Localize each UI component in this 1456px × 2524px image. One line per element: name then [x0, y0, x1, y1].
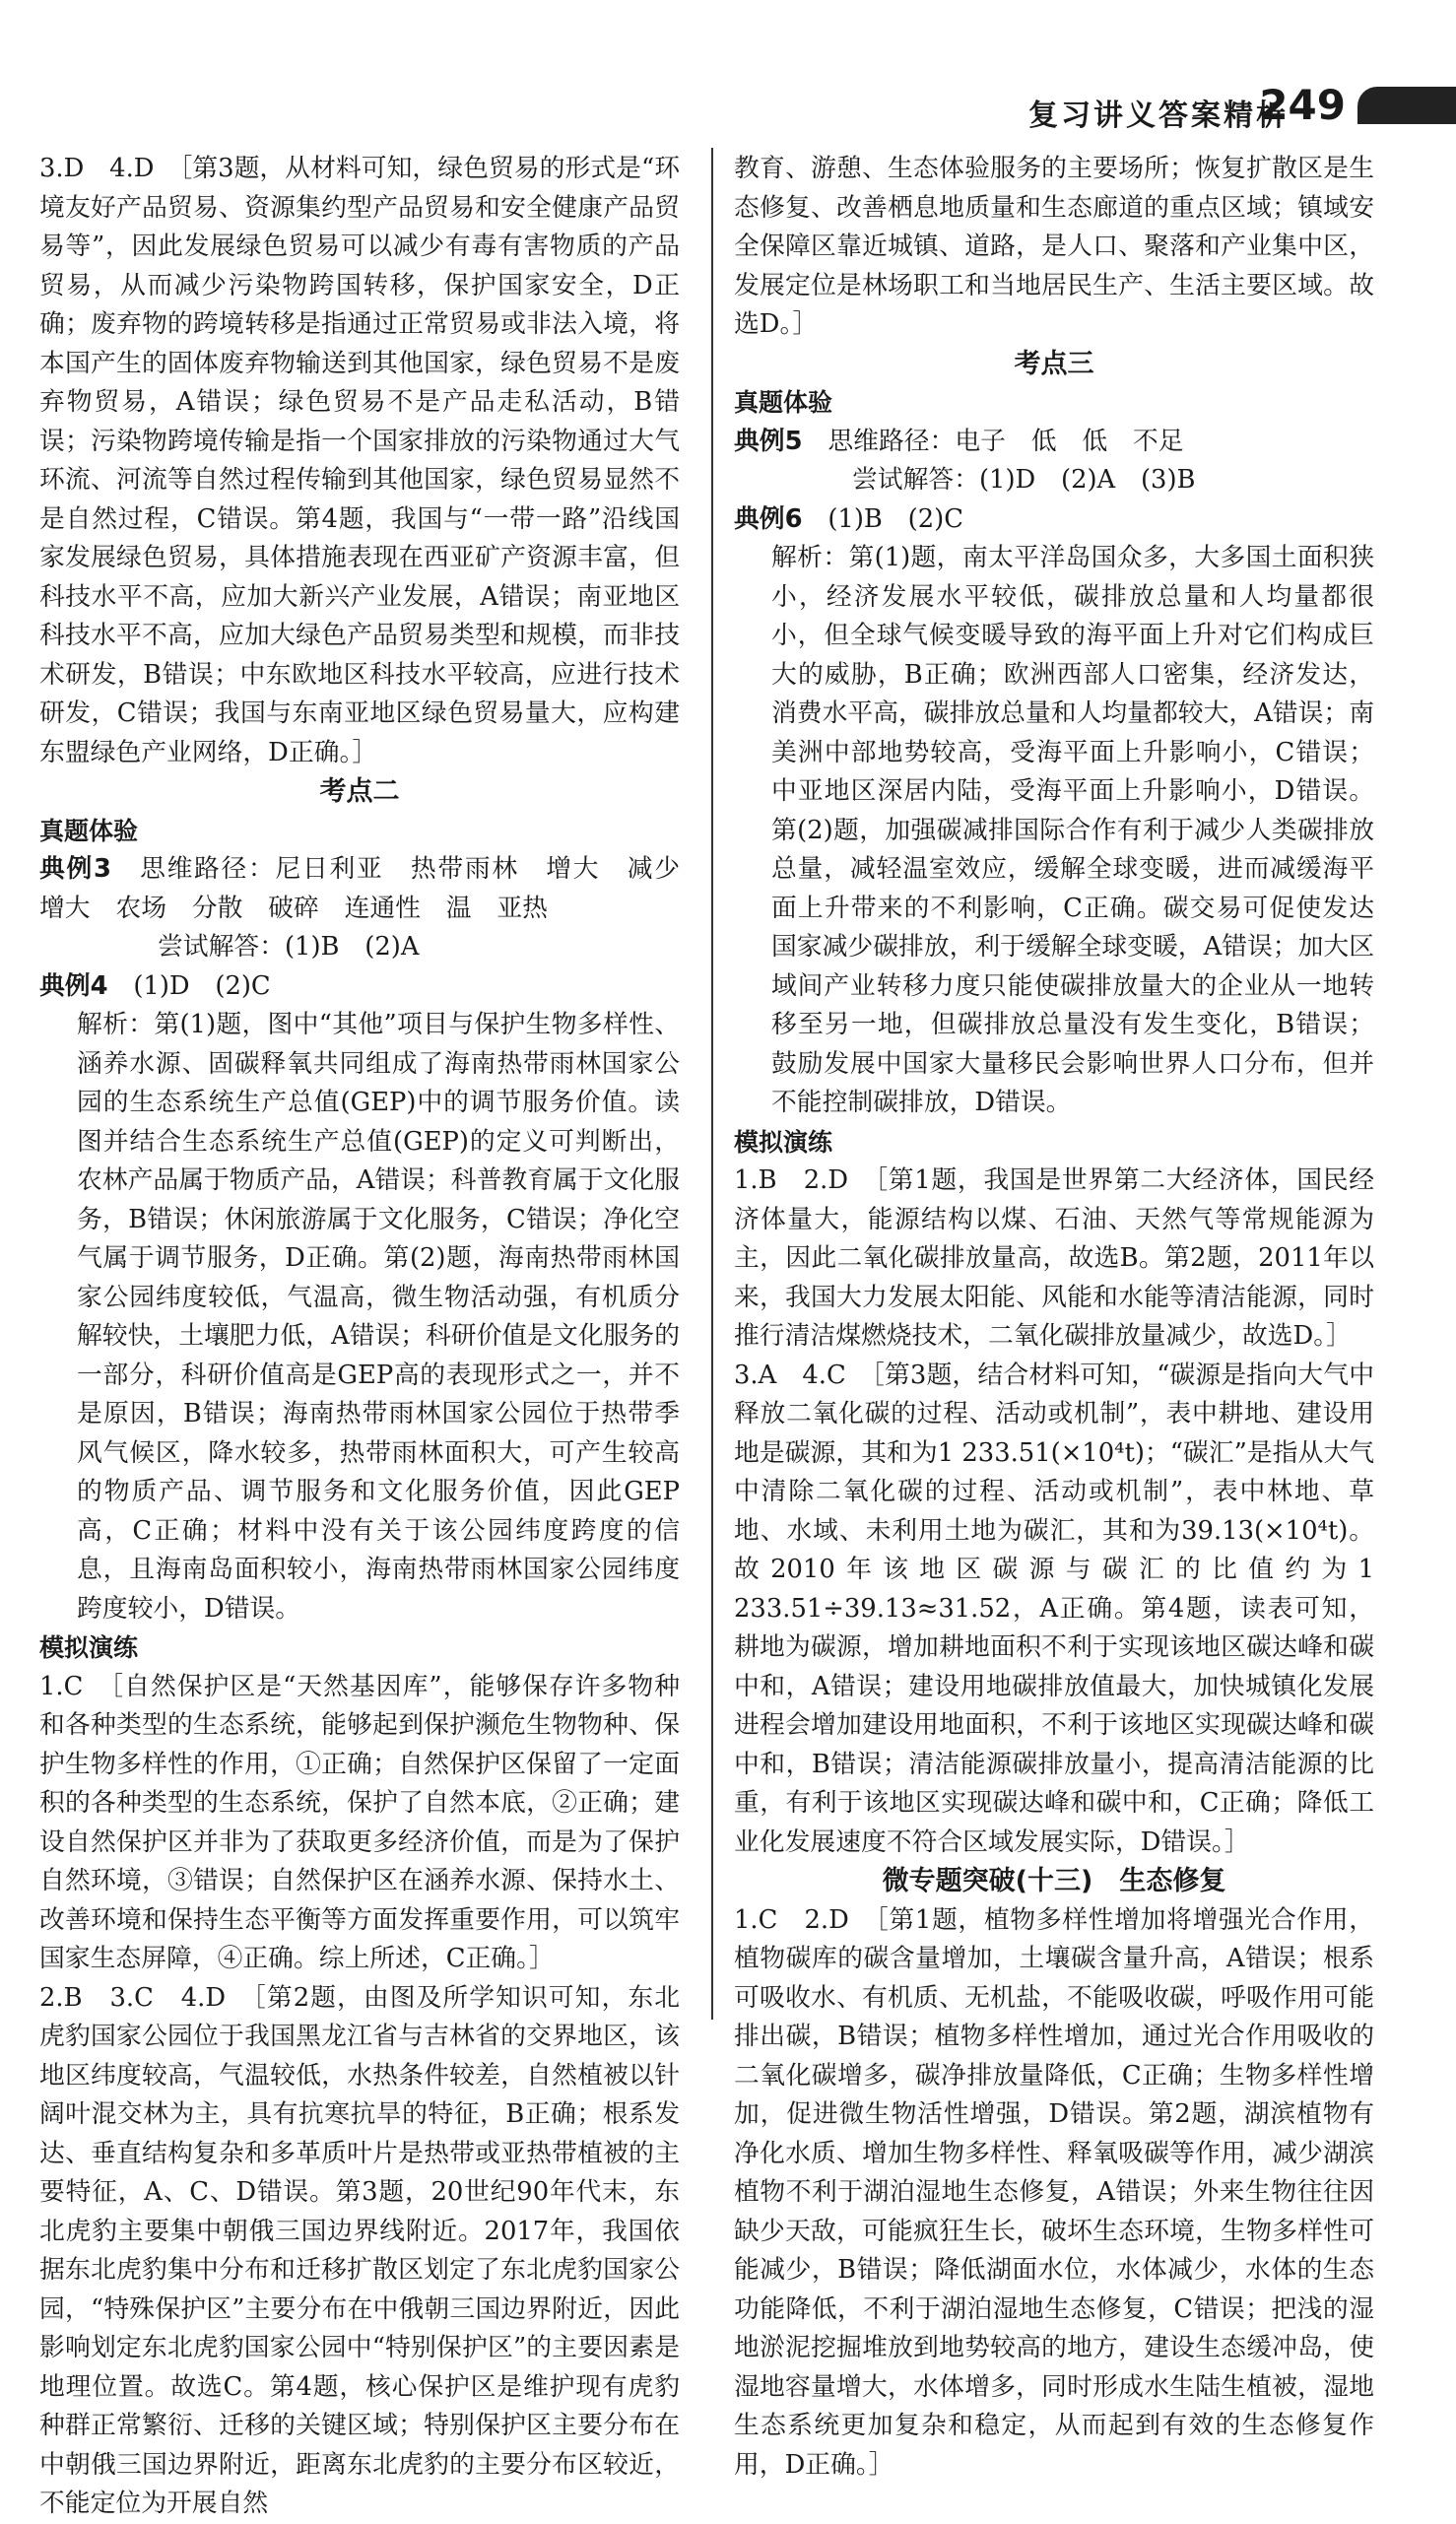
example-4-label: 典例4 — [39, 970, 108, 1001]
example-3 — [39, 850, 705, 928]
example-5 — [734, 423, 1374, 462]
answer-1-2: 1.B 2.D ［第1题，我国是世界第二大经济体，国民经济体量大，能源结构以煤、石油、天然气等常规能源为主，因此二氧化碳排放量高，故选B。第2题，2011年以来，我国大力发展太阳能、风能和水能等清洁能源，同时推行清洁煤燃烧技术，二氧化碳排放量减少，故选D。］ — [734, 1165, 1374, 1351]
example-3-path: 思维路径：尼日利亚 热带雨林 增大 减少 增大 农场 分散 破碎 连通性 温 亚热 — [39, 854, 705, 923]
example-4-analysis: 解析：第(1)题，图中“其他”项目与保护生物多样性、涵养水源、固碳释氧共同组成了海南热带雨林国家公园的生态系统生产总值(GEP)中的调节服务价值。读图并结合生态系统生产总值(GEP)的定义可判断出，农林产品属于物质产品，A错误；科普教育属于文化服务，B错误；休闲旅游属于文化服务，C错误；净化空气属于调节服务，D正确。第(2)题，海南热带雨林国家公园纬度较低，气温高，微生物活动强，有机质分解较快，土壤肥力低，A错误；科研价值是文化服务的一部分，科研价值高是GEP高的表现形式之一，并不是原因，B错误；海南热带雨林国家公园位于热带季风气候区，降水较多，热带雨林面积大，可产生较高的物质产品、调节服务和文化服务价值，因此GEP高，C正确；材料中没有关于该公园纬度跨度的信息，且海南岛面积较小，海南热带雨林国家公园纬度跨度较小，D错误。 — [77, 1010, 680, 1624]
example-3-label: 典例3 — [39, 854, 111, 884]
page-number: 249 — [1259, 81, 1346, 129]
answer-1: 1.C ［自然保护区是“天然基因库”，能够保存许多物种和各种类型的生态系统，能够起到保护濒危生物物种、保护生物多样性的作用，①正确；自然保护区保留了一定面积的各种类型的生态系统，保护了自然本底，②正确；建设自然保护区并非为了获取更多经济价值，而是为了保护自然环境，③错误；自然保护区在涵养水源、保持水土、改善环境和保持生态平衡等方面发挥重要作用，可以筑牢国家生态屏障，④正确。综上所述，C正确。］ — [39, 1671, 680, 1973]
example-4-answer: (1)D (2)C — [133, 970, 271, 1001]
left-column — [39, 150, 705, 2524]
example-5-path: 思维路径：电子 低 低 不足 — [827, 426, 1184, 456]
example-3-answer: 尝试解答：(1)B (2)A — [158, 932, 420, 962]
answer-3-4: 3.A 4.C ［第3题，结合材料可知，“碳源是指向大气中释放二氧化碳的过程、活动或机制”，表中耕地、建设用地是碳源，其和为1 233.51(×10⁴t)；“碳汇”是指从大气中清除二氧化碳的过程、活动或机制”，表中林地、草地、水域、未利用土地为碳汇，其和为39.13(×10⁴t)。故2010年该地区碳源与碳汇的比值约为1 233.51÷39.13≈31.52，A正确。第4题，读表可知，耕地为碳源，增加耕地面积不利于实现该地区碳达峰和碳中和，A错误；建设用地碳排放值最大，加快城镇化发展进程会增加建设用地面积，不利于该地区实现碳达峰和碳中和，B错误；清洁能源碳排放量小，提高清洁能源的比重，有利于该地区实现碳达峰和碳中和，C正确；降低工业化发展速度不符合区域发展实际，D错误。］ — [734, 1360, 1374, 1857]
answer-micro-1-2: 1.C 2.D ［第1题，植物多样性增加将增强光合作用，植物碳库的碳含量增加，土壤碳含量升高，A错误；根系可吸收水、有机质、无机盐，不能吸收碳，呼吸作用可能排出碳，B错误；植物多样性增加，通过光合作用吸收的二氧化碳增多，碳净排放量降低，C正确；生物多样性增加，促进微生物活性增强，D错误。第2题，湖滨植物有净化水质、增加生物多样性、释氧吸碳等作用，减少湖滨植物不利于湖泊湿地生态修复，A错误；外来生物往往因缺少天敌，可能疯狂生长，破坏生态环境，生物多样性可能减少，B错误；降低湖面水位，水体减少，水体的生态功能降低，不利于湖泊湿地生态修复，C错误；把浅的湿地淤泥挖掘堆放到地势较高的地方，建设生态缓冲岛，使湿地容量增大，水体增多，同时形成水生陆生植被，湿地生态系统更加复杂和稳定，从而起到有效的生态修复作用，D正确。］ — [734, 1904, 1374, 2480]
running-title: 复习讲义答案精析 — [1028, 99, 1289, 133]
example-6-label: 典例6 — [734, 503, 803, 534]
example-4 — [39, 967, 680, 1007]
answer-3-4: 3.D 4.D ［第3题，从材料可知，绿色贸易的形式是“环境友好产品贸易、资源集约型产品贸易和安全健康产品贸易等”，因此发展绿色贸易可以减少有毒有害物质的产品贸易，从而减少污染物跨国转移，保护国家安全，D正确；废弃物的跨境转移是指通过正常贸易或非法入境，将本国产生的固体废弃物输送到其他国家，绿色贸易不是废弃物贸易，A错误；绿色贸易不是产品走私活动，B错误；污染物跨境传输是指一个国家排放的污染物通过大气环流、河流等自然过程传输到其他国家，绿色贸易显然不是自然过程，C错误。第4题，我国与“一带一路”沿线国家发展绿色贸易，具体措施表现在西亚矿产资源丰富，但科技水平不高，应加大新兴产业发展，A错误；南亚地区科技水平不高，应加大绿色产品贸易类型和规模，而非技术研发，B错误；中东欧地区科技水平较高，应进行技术研发，C错误；我国与东南亚地区绿色贸易量大，应构建东盟绿色产业网络，D正确。］ — [39, 154, 680, 767]
header-tab-decoration — [1357, 87, 1456, 124]
subheading-zhenti: 真题体验 — [39, 816, 139, 845]
subheading-moni: 模拟演练 — [734, 1127, 833, 1157]
subheading-moni: 模拟演练 — [39, 1633, 139, 1662]
page-header — [0, 77, 1456, 136]
example-6-analysis: 解析：第(1)题，南太平洋岛国众多，大多国土面积狭小，经济发展水平较低，碳排放总量和人均量都很小，但全球气候变暖导致的海平面上升对它们构成巨大的威胁，B正确；欧洲西部人口密集，经济发达，消费水平高，碳排放总量和人均量都较大，A错误；南美洲中部地势较高，受海平面上升影响小，C错误；中亚地区深居内陆，受海平面上升影响小，D错误。第(2)题，加强碳减排国际合作有利于减少人类碳排放总量，减轻温室效应，缓解全球变暖，进而减缓海平面上升带来的不利影响，C正确。碳交易可促使发达国家减少碳排放，利于缓解全球变暖，A错误；加大区域间产业转移力度只能使碳排放量大的企业从一地转移至另一地，但碳排放总量没有发生变化，B错误；鼓励发展中国家大量移民会影响世界人口分布，但并不能控制碳排放，D错误。 — [771, 543, 1374, 1117]
example-6 — [734, 500, 1374, 540]
example-5-label: 典例5 — [734, 426, 803, 456]
subheading-zhenti: 真题体验 — [734, 388, 833, 417]
right-column — [734, 150, 1374, 2485]
answer-2-4: 2.B 3.C 4.D ［第2题，由图及所学知识可知，东北虎豹国家公园位于我国黑龙江省与吉林省的交界地区，该地区纬度较高，气温较低，水热条件较差，自然植被以针阔叶混交林为主，具有抗寒抗旱的特征，B正确；根系发达、垂直结构复杂和多革质叶片是热带或亚热带植被的主要特征，A、C、D错误。第3题，20世纪90年代末，东北虎豹主要集中朝俄三国边界线附近。2017年，我国依据东北虎豹集中分布和迁移扩散区划定了东北虎豹国家公园，“特殊保护区”主要分布在中俄朝三国边界附近，因此影响划定东北虎豹国家公园中“特别保护区”的主要因素是地理位置。故选C。第4题，核心保护区是维护现有虎豹种群正常繁衍、迁移的关键区域；特别保护区主要分布在中朝俄三国边界附近，距离东北虎豹的主要分布区较近，不能定位为开展自然 — [39, 1982, 680, 2518]
section-heading-micro-topic: 微专题突破(十三) 生态修复 — [882, 1866, 1226, 1896]
column-divider — [711, 148, 713, 2020]
section-heading-kaodian-2: 考点二 — [319, 776, 400, 807]
example-6-answer: (1)B (2)C — [827, 503, 963, 534]
section-heading-kaodian-3: 考点三 — [1014, 348, 1094, 379]
answer-continued: 教育、游憩、生态体验服务的主要场所；恢复扩散区是生态修复、改善栖息地质量和生态廊道的重点区域；镇域安全保障区靠近城镇、道路，是人口、聚落和产业集中区，发展定位是林场职工和当地居民生产、生活主要区域。故选D。］ — [734, 154, 1374, 339]
example-5-answer: 尝试解答：(1)D (2)A (3)B — [852, 465, 1196, 495]
